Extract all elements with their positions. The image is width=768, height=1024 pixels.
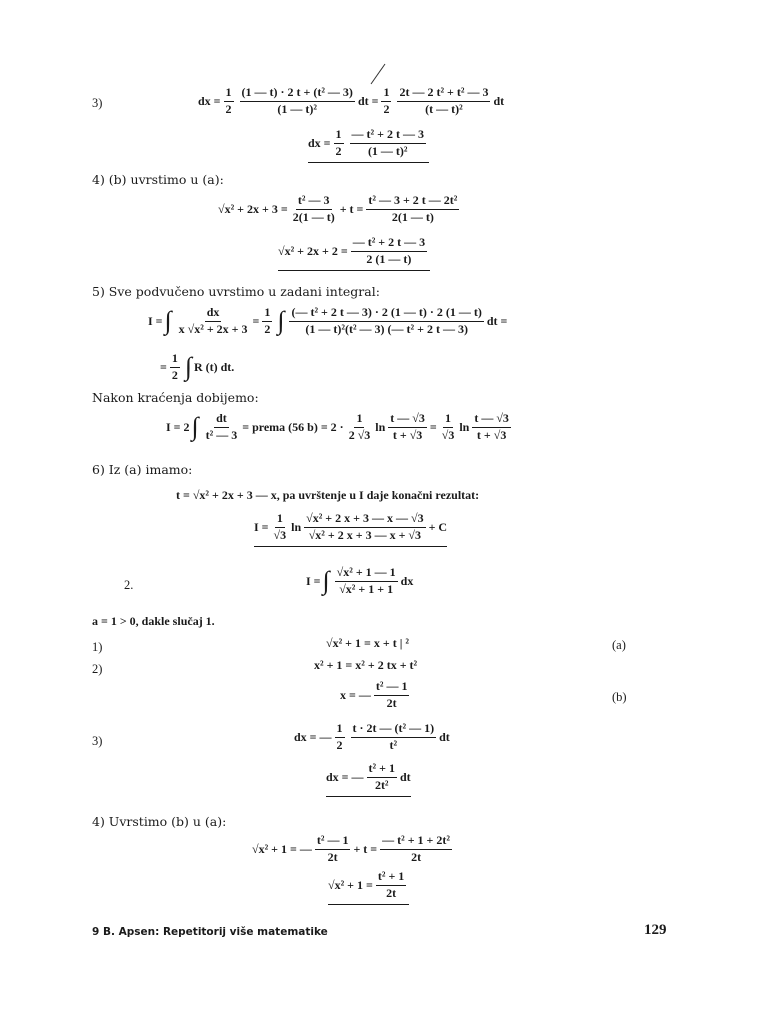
pencil-mark <box>368 62 388 86</box>
equation-reduced: I = 2 ∫ $\frac{dt}{\text{t² — 3}}$ = prema (56 b) = 2 · $\frac{1}{2 √3}$ ln $\frac{t — √3}{t + √3}$ = $\frac{1}{√3}$ ln $\frac{t — √3}{t + √3}$ <box>166 411 509 442</box>
q2-label: 2) <box>92 662 103 676</box>
step-3-label: 3) <box>92 96 103 110</box>
integral-sign: ∫ <box>184 352 192 382</box>
integral-sign: ∫ <box>322 566 330 596</box>
q4-equation: √x² + 1 = — $\frac{\text{t² — 1}}{2t}$ + t = $\frac{\text{— t² + 1 + 2t²}}{2t}$ <box>252 833 450 864</box>
step-4-heading: 4) (b) uvrstimo u (a): <box>92 172 224 187</box>
q3-equation: dx = — $\frac{1}{2}$ $\frac{\text{t · 2t — (t² — 1)}}{\text{t²}}$ dt <box>294 721 450 752</box>
equation-integral: I = ∫ $\frac{dx}{\text{x √x² + 2x + 3}}$ = $\frac{1}{2}$ ∫ $\frac{\text{(— t² + 2 t — 3) · 2 (1 — t) · 2 (1 — t)}}{\text{(1 — t)²(t² — 3) (— t² + 2 t — 3)}}$ dt = <box>148 305 508 336</box>
equation-root: √x² + 2x + 3 = $\frac{\text{t² — 3}}{2(1 — t)}$ + t = $\frac{\text{t² — 3 + 2 t — 2t²}}{2(1 — t)}$ <box>218 193 458 224</box>
substitution-line: t = √x² + 2x + 3 — x, pa uvrštenje u I daje konačni rezultat: <box>176 488 480 502</box>
problem-2-label: 2. <box>124 578 134 592</box>
q4-result: √x² + 1 = $\frac{\text{t² + 1}}{2t}$ <box>328 870 409 905</box>
q2-equation: x² + 1 = x² + 2 tx + t² <box>314 658 418 672</box>
page-number: 129 <box>644 922 667 938</box>
equation-root-result: √x² + 2x + 2 = $\frac{\text{— t² + 2 t — 3}}{2 (1 — t)}$ <box>278 236 430 271</box>
tag-a: (a) <box>612 638 626 652</box>
equation-integral-r: = $\frac{1}{2}$ ∫ R (t) dt. <box>160 351 235 382</box>
case-condition: a = 1 > 0, dakle slučaj 1. <box>92 614 215 628</box>
final-result-1: I = $\frac{1}{√3}$ ln $\frac{\text{√x² + 2 x + 3 — x — √3}}{\text{√x² + 2 x + 3 — x + √3}}$ + C <box>254 512 447 547</box>
q3-result: dx = — $\frac{\text{t² + 1}}{\text{2t²}}$ dt <box>326 762 411 797</box>
q3-label: 3) <box>92 734 103 748</box>
problem-2-integral: I = ∫ $\frac{\text{√x² + 1 — 1}}{\text{√x² + 1 + 1}}$ dx <box>306 565 414 596</box>
x-solution: x = — $\frac{\text{t² — 1}}{2t}$ <box>340 679 408 710</box>
integral-sign: ∫ <box>277 306 285 336</box>
step-5-heading: 5) Sve podvučeno uvrstimo u zadani integral: <box>92 284 380 299</box>
equation-dx: dx = $\frac{1}{2}$ $\frac{\text{(1 — t) · 2 t + (t² — 3)}}{\text{(1 — t)²}}$ dt = $\frac{1}{2}$ $\frac{\text{2t — 2 t² + t² — 3}}{\text{(t — t)²}}$ dt <box>198 85 505 116</box>
integral-sign: ∫ <box>164 306 172 336</box>
tag-b: (b) <box>612 690 627 704</box>
q1-label: 1) <box>92 640 103 654</box>
integral-sign: ∫ <box>191 412 199 442</box>
q4-heading: 4) Uvrstimo (b) u (a): <box>92 814 227 829</box>
page-footer: 9 B. Apsen: Repetitorij više matematike <box>92 926 328 938</box>
q1-equation: √x² + 1 = x + t | ² <box>326 636 409 650</box>
equation-dx-result: dx = $\frac{1}{2}$ $\frac{\text{— t² + 2 t — 3}}{\text{(1 — t)²}}$ <box>308 128 429 163</box>
step-6-heading: 6) Iz (a) imamo: <box>92 462 193 477</box>
after-reduction-text: Nakon kraćenja dobijemo: <box>92 390 259 405</box>
